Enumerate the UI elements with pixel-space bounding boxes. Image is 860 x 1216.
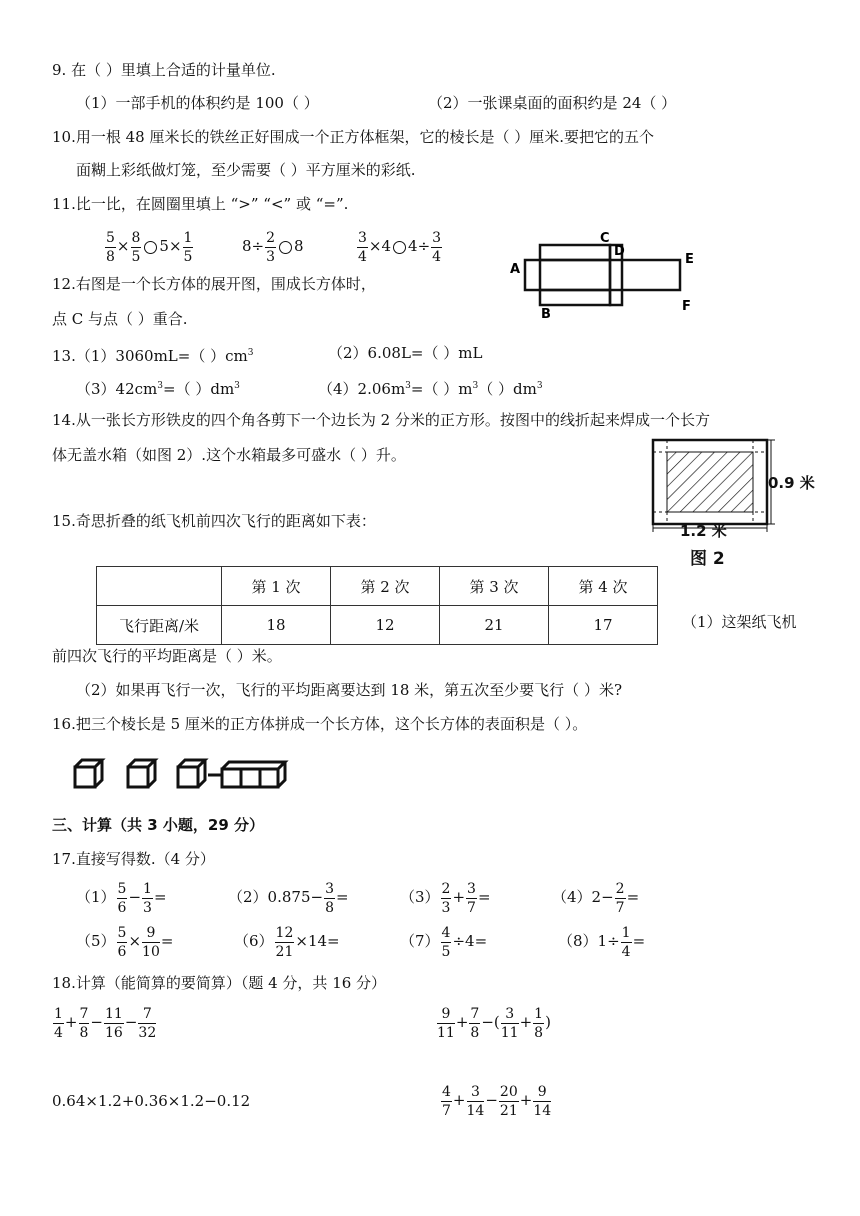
q11-expr3: $\frac{3}{4}$ ×4 4÷ $\frac{3}{4}$ — [358, 229, 442, 265]
compare-circle[interactable] — [144, 241, 157, 254]
q14-line1: 14.从一张长方形铁皮的四个角各剪下一个边长为 2 分米的正方形。按图中的线折起来焊成一个长方 — [52, 411, 710, 429]
section-3-title: 三、计算（共 3 小题，29 分） — [52, 816, 264, 834]
q18-title: 18.计算（能简算的要简算）（题 4 分，共 16 分） — [52, 974, 387, 992]
q13-part3: $(3)42cm^3=$（ ）$dm^3$ — [76, 380, 240, 398]
q17-item2: （2）0.875− $\frac{3}{8}$ = — [228, 880, 349, 916]
q18-expr4: $\frac{4}{7}$ + $\frac{3}{14}$ − $\frac{20}{21}$ + $\frac{9}{14}$ — [442, 1083, 552, 1119]
q13-part2: （2）6.08L=（ ）mL — [328, 344, 483, 362]
table-header-cell — [97, 567, 222, 606]
table-header-cell: 第 1 次 — [222, 567, 331, 606]
q17-item3: （3） $\frac{2}{3}$ + $\frac{3}{7}$ = — [400, 880, 491, 916]
tank-width-label: 1.2 米 — [680, 522, 727, 540]
q17-item4: （4）2− $\frac{2}{7}$ = — [552, 880, 640, 916]
water-tank-figure — [645, 432, 815, 572]
q15-part1-end: 前四次飞行的平均距离是（ ）米。 — [52, 647, 282, 665]
table-row-label: 飞行距离/米 — [97, 606, 222, 645]
q12-line2: 点 C 与点（ ）重合. — [52, 310, 188, 328]
table-cell: 21 — [440, 606, 549, 645]
q12-line1: 12.右图是一个长方体的展开图，围成长方体时， — [52, 275, 376, 293]
q15-part1-start: （1）这架纸飞机 — [682, 613, 797, 631]
q9-part1: （1）一部手机的体积约是 100（ ） — [76, 94, 319, 112]
q15-part2: （2）如果再飞行一次，飞行的平均距离要达到 18 米，第五次至少要飞行（ ）米? — [76, 681, 622, 699]
cuboid-net-figure — [500, 225, 710, 320]
net-label-c: C — [600, 231, 610, 246]
q9-part2: （2）一张课桌面的面积约是 24（ ） — [428, 94, 677, 112]
q17-item6: （6） $\frac{12}{21}$ ×14= — [234, 924, 340, 960]
q18-expr1: $\frac{1}{4}$ + $\frac{7}{8}$ − $\frac{11}{16}$ − $\frac{7}{32}$ — [54, 1005, 157, 1041]
compare-circle[interactable] — [279, 241, 292, 254]
table-header-row — [97, 567, 658, 606]
q13-part4: $(4)2.06m^3=$（ ）$m^3$（ ）$dm^3$ — [318, 380, 543, 398]
q16-title: 16.把三个棱长是 5 厘米的正方体拼成一个长方体，这个长方体的表面积是（ ）。 — [52, 715, 588, 733]
net-label-d: D — [614, 244, 625, 259]
table-header-cell: 第 2 次 — [331, 567, 440, 606]
net-label-b: B — [541, 307, 551, 320]
table-cell: 17 — [549, 606, 658, 645]
q17-title: 17.直接写得数.（4 分） — [52, 850, 215, 868]
q17-item8: （8）1÷ $\frac{1}{4}$ = — [558, 924, 646, 960]
table-cell: 18 — [222, 606, 331, 645]
table-header-cell: 第 4 次 — [549, 567, 658, 606]
flight-distance-table — [96, 566, 658, 645]
cubes-figure — [70, 755, 320, 791]
q11-title: 11.比一比，在圆圈里填上 “>” “<” 或 “=”. — [52, 195, 349, 213]
figure-2-caption: 图 2 — [690, 549, 725, 569]
q11-expr1: $\frac{5}{8}$ × $\frac{8}{5}$ 5× $\frac{1}{5}$ — [106, 229, 193, 265]
compare-circle[interactable] — [393, 241, 406, 254]
table-cell: 12 — [331, 606, 440, 645]
q11-expr2: 8÷ $\frac{2}{3}$ 8 — [242, 229, 304, 265]
table-header-cell: 第 3 次 — [440, 567, 549, 606]
q18-expr3: 0.64×1.2+0.36×1.2−0.12 — [52, 1092, 251, 1110]
q9-title: 9. 在（ ）里填上合适的计量单位. — [52, 61, 276, 79]
q14-line2: 体无盖水箱（如图 2）.这个水箱最多可盛水（ ）升。 — [52, 446, 406, 464]
q17-item1: （1） $\frac{5}{6}$ − $\frac{1}{3}$ = — [76, 880, 167, 916]
net-label-f: F — [682, 299, 691, 314]
q18-expr2: $\frac{9}{11}$ + $\frac{7}{8}$ −( $\frac{3}{11}$ + $\frac{1}{8}$ ) — [437, 1005, 551, 1041]
q10-line1: 10.用一根 48 厘米长的铁丝正好围成一个正方体框架，它的棱长是（ ）厘米.要把它的五个 — [52, 128, 655, 146]
q10-line2: 面糊上彩纸做灯笼，至少需要（ ）平方厘米的彩纸. — [76, 161, 416, 179]
tank-height-label: 0.9 米 — [768, 474, 815, 492]
q15-title: 15.奇思折叠的纸飞机前四次飞行的距离如下表： — [52, 512, 376, 530]
net-label-a: A — [510, 262, 521, 277]
table-row — [97, 606, 658, 645]
q13-part1: 13.（1）3060mL=（ ）$cm^3$ — [52, 347, 254, 365]
net-label-e: E — [685, 252, 694, 267]
q17-item7: （7） $\frac{4}{5}$ ÷4= — [400, 924, 488, 960]
q17-item5: （5） $\frac{5}{6}$ × $\frac{9}{10}$ = — [76, 924, 174, 960]
